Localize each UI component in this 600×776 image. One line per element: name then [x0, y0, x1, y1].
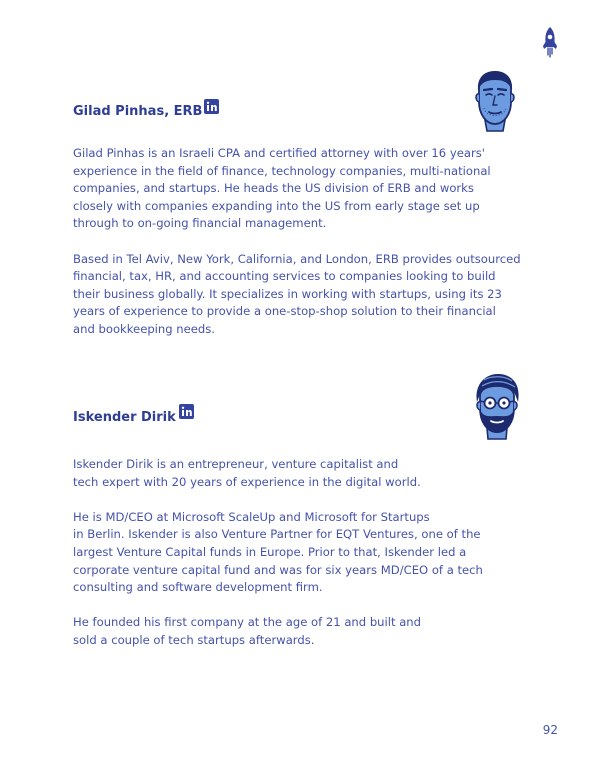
bio-paragraph: [73, 614, 543, 649]
bio-line: Based in Tel Aviv, New York, California, and London, ERB provides outsourced: [73, 251, 521, 266]
bio-line: consulting and software development firm.: [73, 580, 323, 595]
bio-line: He is MD/CEO at Microsoft ScaleUp and Microsoft for Startups: [73, 509, 430, 524]
bio-line: largest Venture Capital funds in Europe. Prior to that, Iskender led a: [73, 544, 467, 559]
profile-bio: [73, 145, 543, 356]
bio-line: years of experience to provide a one-stop-shop solution to their financial: [73, 304, 496, 319]
bio-line: Gilad Pinhas is an Israeli CPA and certified attorney with over 16 years': [73, 146, 485, 160]
linkedin-glyph: [179, 404, 194, 419]
bio-paragraph: [73, 251, 543, 339]
bio-line: closely with companies expanding into the US from early stage set up: [73, 198, 480, 213]
bio-line: tech expert with 20 years of experience in the digital world.: [73, 474, 421, 489]
bio-line: sold a couple of tech startups afterwards.: [73, 632, 315, 647]
linkedin-icon[interactable]: [179, 404, 194, 419]
bio-line: He founded his first company at the age of 21 and built and: [73, 615, 422, 630]
rocket-icon: [540, 26, 560, 58]
page-number: 92: [542, 723, 558, 737]
profile-name: Gilad Pinhas, ERB: [73, 104, 203, 119]
bio-line: and bookkeeping needs.: [73, 321, 215, 336]
bio-line: in Berlin. Iskender is also Venture Partner for EQT Ventures, one of the: [73, 527, 481, 542]
bio-paragraph: [73, 509, 543, 597]
profile-name: Iskender Dirik: [73, 410, 176, 425]
linkedin-icon[interactable]: [204, 99, 219, 114]
bio-line: Iskender Dirik is an entrepreneur, venture capitalist and: [73, 457, 399, 471]
bio-line: their business globally. It specializes in working with startups, using its 23: [73, 286, 502, 301]
bio-paragraph: [73, 145, 543, 233]
profile-bio: [73, 456, 543, 667]
avatar: [470, 372, 524, 440]
bio-line: corporate venture capital fund and was for six years MD/CEO of a tech: [73, 562, 483, 577]
linkedin-glyph: [204, 99, 219, 114]
bio-line: experience in the field of finance, technology companies, multi-national: [73, 163, 491, 178]
bio-line: financial, tax, HR, and accounting services to companies looking to build: [73, 269, 496, 284]
bio-paragraph: [73, 456, 543, 491]
bio-line: companies, and startups. He heads the US division of ERB and works: [73, 181, 474, 196]
avatar: [470, 68, 520, 132]
bio-line: through to on-going financial management.: [73, 216, 327, 231]
